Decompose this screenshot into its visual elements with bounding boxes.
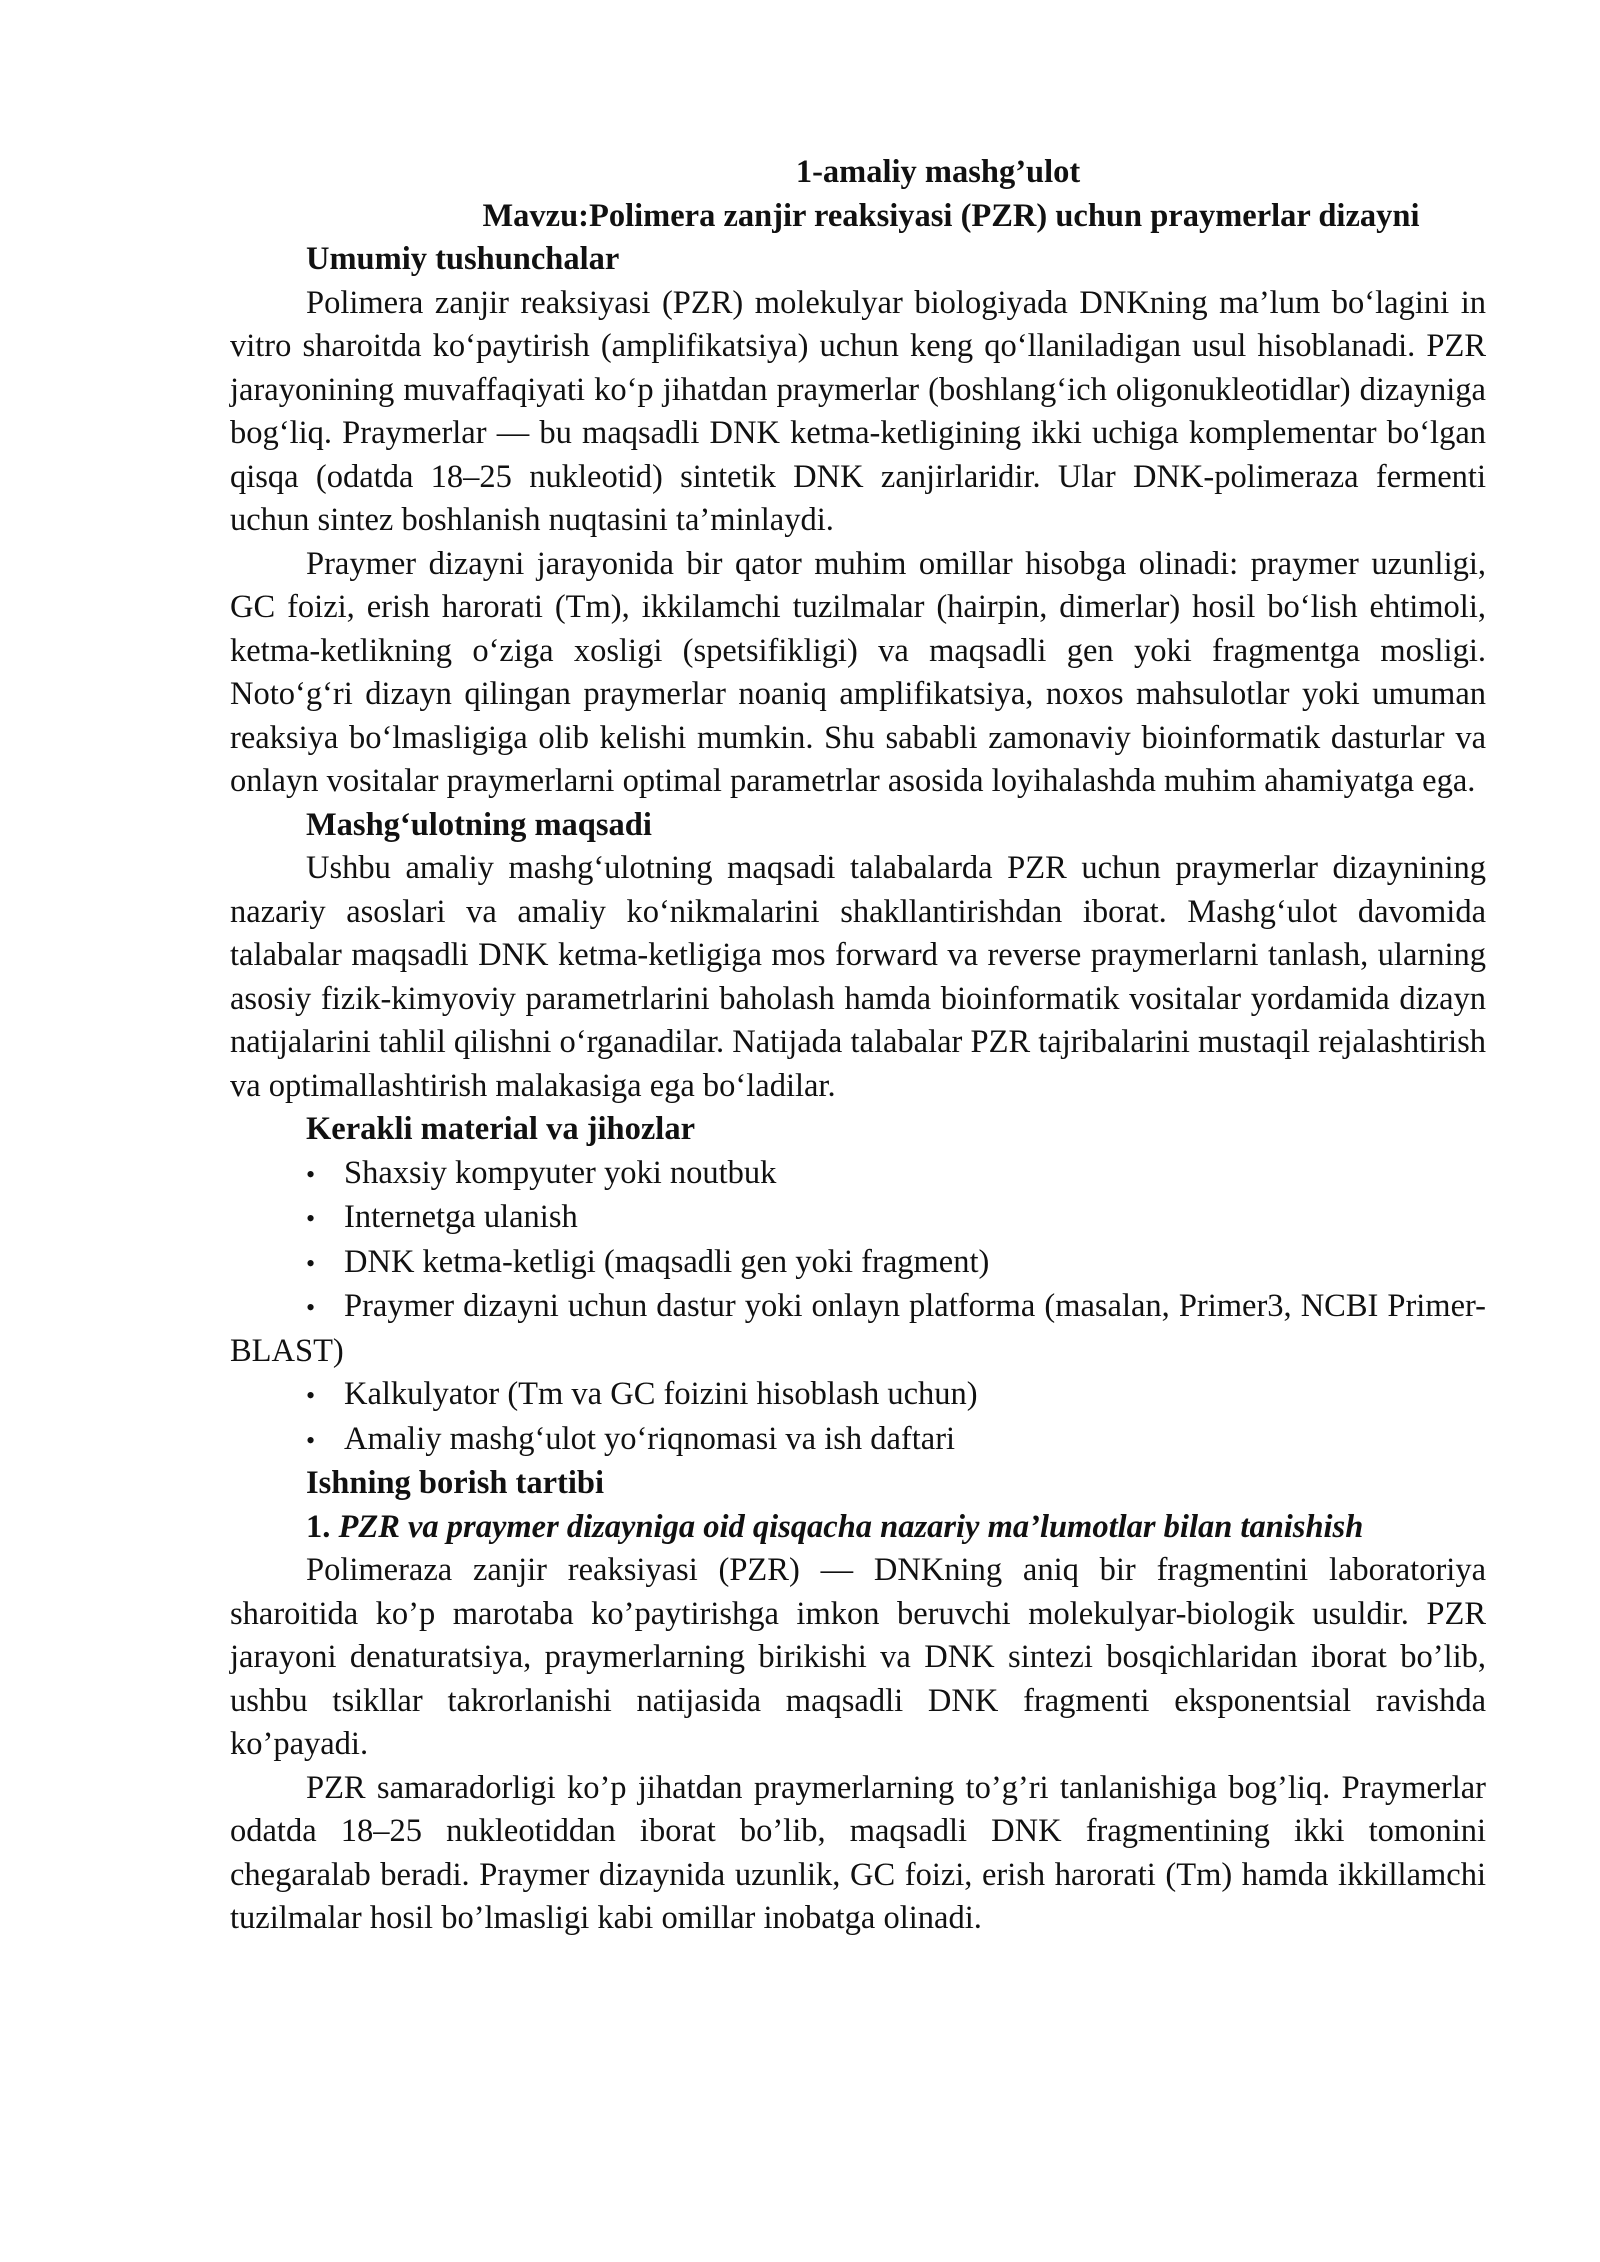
section-heading-procedure: Ishning borish tartibi xyxy=(306,1465,605,1501)
intro-paragraph: Praymer dizayni jarayonida bir qator muhim omillar hisobga olinadi: praymer uzunligi, GC foizi, erish harorati (Tm), ikkilamchi tuzilmalar (hairpin, dimerlar) hosil bo‘lish ehtimoli, ketma-ketlikning o‘ziga xosligi (spetsifikligi) va maqsadli gen yoki fragmentga mosligi. Noto‘g‘ri dizayn qilingan praymerlar noaniq amplifikatsiya, noxos mahsulotlar yoki umuman reaksiya bo‘lmasligiga olib kelishi mumkin. Shu sababli zamonaviy bioinformatik dasturlar va onlayn vositalar praymerlarni optimal parametrlar asosida loyihalashda muhim ahamiyatga ega. xyxy=(230,545,1486,799)
list-item-text: Internetga ulanish xyxy=(344,1199,578,1235)
step-heading xyxy=(230,1506,1486,1550)
document-topic: Mavzu:Polimera zanjir reaksiyasi (PZR) uchun praymerlar dizayni xyxy=(482,197,1420,234)
document-body xyxy=(230,151,1486,1941)
bullet-icon: • xyxy=(306,1293,316,1322)
goal-paragraph: Ushbu amaliy mashg‘ulotning maqsadi talabalarda PZR uchun praymerlar dizaynining nazariy asoslari va amaliy ko‘nikmalarini shakllantirishdan iborat. Mashg‘ulot davomida talabalar maqsadli DNK ketma-ketligiga mos forward va reverse praymerlarni tanlash, ularning asosiy fizik-kimyoviy parametrlarini baholash hamda bioinformatik vositalar yordamida dizayn natijalarini tahlil qilishni o‘rganadilar. Natijada talabalar PZR tajribalarini mustaqil rejalashtirish va optimallashtirish malakasiga ega bo‘ladilar. xyxy=(230,850,1486,1104)
step-number: 1. xyxy=(306,1508,331,1545)
section-heading-materials: Kerakli material va jihozlar xyxy=(306,1111,696,1147)
list-item xyxy=(230,1373,1486,1418)
step-title: PZR va praymer dizayniga oid qisqacha nazariy ma’lumotlar bilan tanishish xyxy=(338,1508,1364,1545)
intro-paragraph: Polimera zanjir reaksiyasi (PZR) molekulyar biologiyada DNKning ma’lum bo‘lagini in vitro sharoitda ko‘paytirish (amplifikatsiya) uchun keng qo‘llaniladigan usul hisoblanadi. PZR jarayonining muvaffaqiyati ko‘p jihatdan praymerlar (boshlang‘ich oligonukleotidlar) dizayniga bog‘liq. Praymerlar — bu maqsadli DNK ketma-ketligining ikki uchiga komplementar bo‘lgan qisqa (odatda 18–25 nukleotid) sintetik DNK zanjirlaridir. Ular DNK-polimeraza fermenti uchun sintez boshlanish nuqtasini ta’minlaydi. xyxy=(230,284,1486,538)
list-item xyxy=(230,1418,1486,1463)
bullet-icon: • xyxy=(306,1159,316,1189)
list-item xyxy=(230,1241,1486,1286)
section-heading-intro: Umumiy tushunchalar xyxy=(306,241,620,277)
list-item xyxy=(230,1152,1486,1197)
materials-list xyxy=(230,1152,1486,1463)
bullet-icon: • xyxy=(306,1248,316,1278)
list-item-text: Praymer dizayni uchun dastur yoki onlayn platforma (masalan, Primer3, NCBI Primer-BLAST) xyxy=(230,1288,1486,1369)
bullet-icon: • xyxy=(306,1381,316,1410)
list-item xyxy=(230,1196,1486,1241)
section-heading-goal: Mashg‘ulotning maqsadi xyxy=(306,806,652,843)
list-item-text: DNK ketma-ketligi (maqsadli gen yoki fragment) xyxy=(344,1243,990,1280)
bullet-icon: • xyxy=(306,1204,316,1233)
procedure-paragraph: Polimeraza zanjir reaksiyasi (PZR) — DNKning aniq bir fragmentini laboratoriya sharoitida ko’p marotaba ko’paytirishga imkon beruvchi molekulyar-biologik usuldir. PZR jarayoni denaturatsiya, praymerlarning birikishi va DNK sintezi bosqichlaridan iborat bo’lib, ushbu tsikllar takrorlanishi natijasida maqsadli DNK fragmenti eksponentsial ravishda ko’payadi. xyxy=(230,1552,1486,1762)
list-item-text: Kalkulyator (Tm va GC foizini hisoblash uchun) xyxy=(344,1376,978,1412)
list-item xyxy=(230,1285,1486,1373)
procedure-paragraph: PZR samaradorligi ko’p jihatdan praymerlarning to’g’ri tanlanishiga bog’liq. Praymerlar odatda 18–25 nukleotiddan iborat bo’lib, maqsadli DNK fragmentining ikki tomonini chegaralab beradi. Praymer dizaynida uzunlik, GC foizi, erish harorati (Tm) hamda ikkillamchi tuzilmalar hosil bo’lmasligi kabi omillar inobatga olinadi. xyxy=(230,1769,1486,1936)
list-item-text: Amaliy mashg‘ulot yo‘riqnomasi va ish daftari xyxy=(344,1420,956,1457)
list-item-text: Shaxsiy kompyuter yoki noutbuk xyxy=(344,1154,777,1191)
document-title: 1-amaliy mashg’ulot xyxy=(795,154,1081,190)
bullet-icon: • xyxy=(306,1425,316,1455)
